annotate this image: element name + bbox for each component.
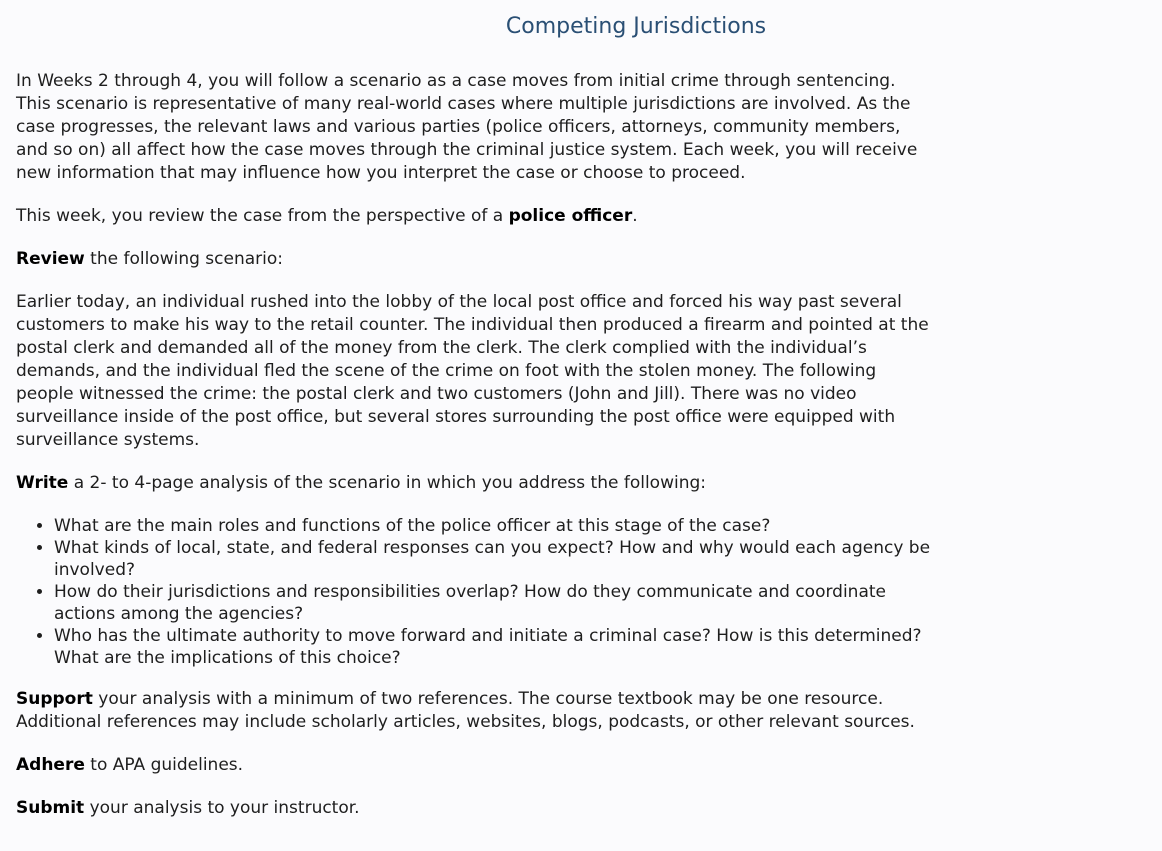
write-text: a 2- to 4-page analysis of the scenario in which you address the following: bbox=[68, 473, 707, 493]
list-item: • How do their jurisdictions and responsibilities overlap? How do they communicate and coordinate actions among the agencies? bbox=[54, 581, 931, 625]
list-item: • Who has the ultimate authority to move forward and initiate a criminal case? How is this determined? What are the implications of this choice? bbox=[54, 625, 931, 669]
support-label: Support bbox=[16, 689, 93, 709]
review-text: the following scenario: bbox=[84, 249, 283, 269]
question-list bbox=[16, 515, 931, 669]
write-paragraph bbox=[16, 472, 931, 495]
submit-label: Submit bbox=[16, 798, 85, 818]
adhere-label: Adhere bbox=[16, 755, 85, 775]
submit-paragraph bbox=[16, 797, 931, 820]
perspective-end: . bbox=[632, 206, 638, 226]
review-label: Review bbox=[16, 249, 85, 269]
scenario-paragraph: Earlier today, an individual rushed into the lobby of the local post office and forced his way past several customers to make his way to the retail counter. The individual then produced a firearm and pointed at the postal clerk and demanded all of the money from the clerk. The clerk complied with the individual’s demands, and the individual fled the scene of the crime on foot with the stolen money. The following people witnessed the crime: the postal clerk and two customers (John and Jill). There was no video surveillance inside of the post office, but several stores surrounding the post office were equipped with surveillance systems. bbox=[16, 292, 929, 450]
intro-paragraph: In Weeks 2 through 4, you will follow a scenario as a case moves from initial crime through sentencing. This scenario is representative of many real-world cases where multiple jurisdictions are involved. As the case progresses, the relevant laws and various parties (police officers, attorneys, community members, and so on) all affect how the case moves through the criminal justice system. Each week, you will receive new information that may influence how you interpret the case or choose to proceed. bbox=[16, 71, 918, 183]
perspective-role: police officer bbox=[508, 206, 633, 226]
document-body bbox=[16, 70, 931, 840]
adhere-text: to APA guidelines. bbox=[84, 755, 244, 775]
write-label: Write bbox=[16, 473, 69, 493]
page-title: Competing Jurisdictions bbox=[505, 14, 767, 39]
perspective-text: This week, you review the case from the perspective of a bbox=[16, 206, 509, 226]
list-item: • What kinds of local, state, and federal responses can you expect? How and why would each agency be involved? bbox=[54, 537, 931, 581]
submit-text: your analysis to your instructor. bbox=[84, 798, 360, 818]
perspective-paragraph bbox=[16, 205, 931, 228]
review-paragraph bbox=[16, 248, 931, 271]
support-text: your analysis with a minimum of two references. The course textbook may be one resource. Additional references may include scholarly articles, websites, blogs, podcasts, or other relevant sources. bbox=[16, 689, 915, 732]
support-paragraph bbox=[16, 688, 931, 734]
adhere-paragraph bbox=[16, 754, 931, 777]
list-item: • What are the main roles and functions of the police officer at this stage of the case? bbox=[54, 515, 931, 537]
